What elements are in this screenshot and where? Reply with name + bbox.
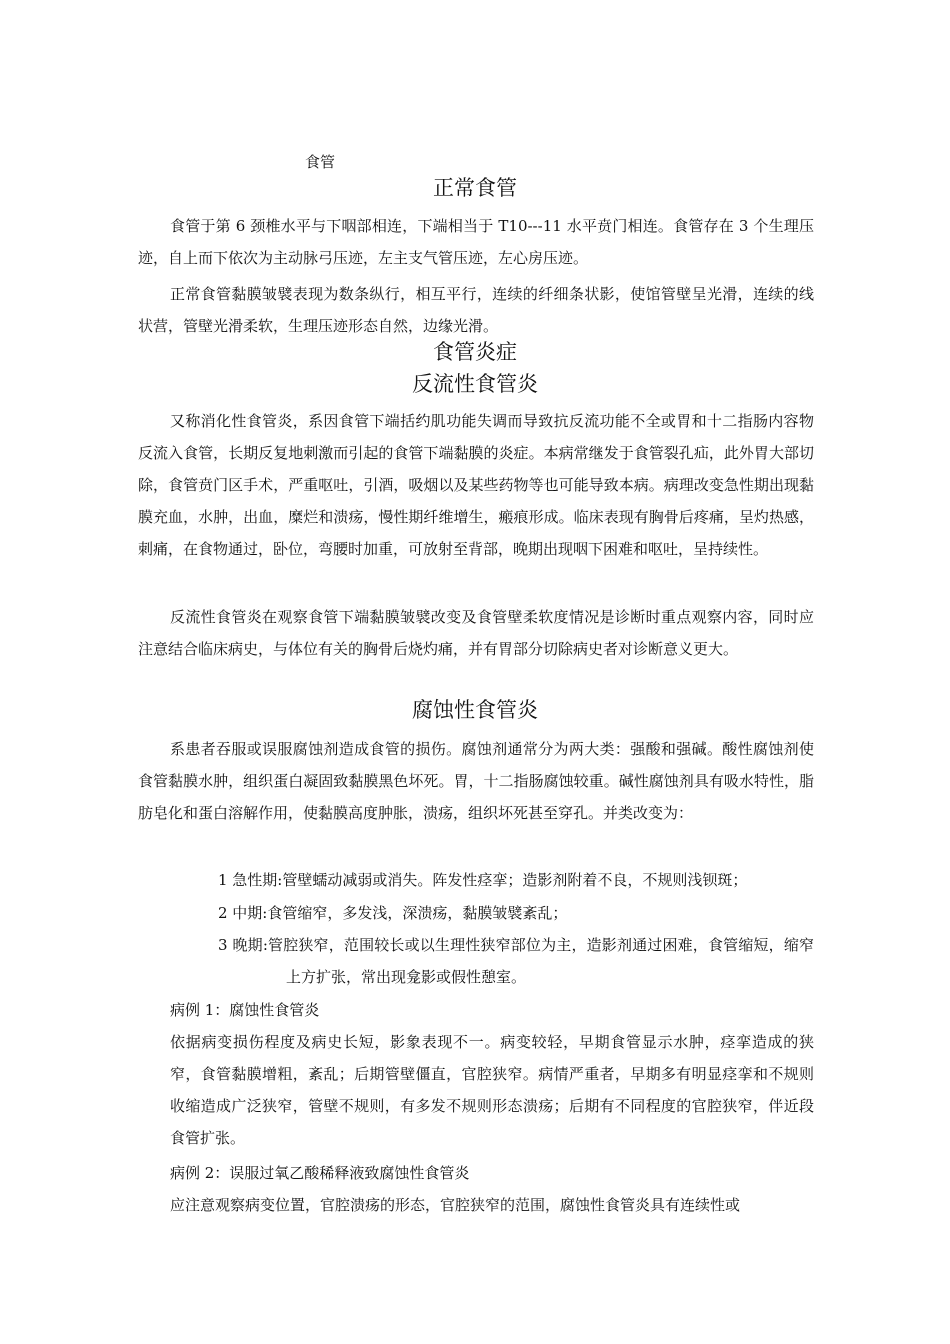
section-title-normal-esophagus: 正常食管 [433,176,517,200]
header-label: 食管 [305,153,336,171]
case-title-2: 病例 2：误服过氧乙酸稀释液致腐蚀性食管炎 [170,1164,470,1182]
paragraph-case-2: 应注意观察病变位置，官腔溃疡的形态，官腔狭窄的范围，腐蚀性食管炎具有连续性或 [170,1196,741,1214]
section-title-esophagitis: 食管炎症 [433,340,517,364]
case-title-1: 病例 1：腐蚀性食管炎 [170,1001,320,1019]
paragraph-reflux-2: 反流性食管炎在观察食管下端黏膜皱襞改变及食管壁柔软度情况是诊断时重点观察内容，同时应注意结合临床病史，与体位有关的胸骨后烧灼痛，并有胃部分切除病史者对诊断意义更大。 [138,608,814,658]
paragraph-reflux-1: 又称消化性食管炎，系因食管下端括约肌功能失调而导致抗反流功能不全或胃和十二指肠内容物反流入食管，长期反复地刺激而引起的食管下端黏膜的炎症。本病常继发于食管裂孔疝，此外胃大部切除，食管贲门区手术，严重呕吐，引酒，吸烟以及某些药物等也可能导致本病。病理改变急性期出现黏膜充血，水肿，出血，糜烂和溃疡，慢性期纤维增生，瘢痕形成。临床表现有胸骨后疼痛，呈灼热感，刺痛，在食物通过，卧位，弯腰时加重，可放射至背部，晚期出现咽下困难和呕吐，呈持续性。 [138,412,814,558]
section-title-reflux-esophagitis: 反流性食管炎 [412,372,538,396]
stage-item-acute: 1 急性期:管壁蠕动减弱或消失。阵发性痉挛；造影剂附着不良，不规则浅钡斑； [218,871,748,889]
stage-item-late: 3 晚期:管腔狭窄，范围较长或以生理性狭窄部位为主，造影剂通过困难，食管缩短，缩窄上方扩张，常出现龛影或假性憩室。 [218,936,814,986]
paragraph-normal-2: 正常食管黏膜皱襞表现为数条纵行，相互平行，连续的纤细条状影，使馆管壁呈光滑，连续的线状营，管壁光滑柔软，生理压迹形态自然，边缘光滑。 [138,285,814,335]
stage-item-middle: 2 中期:食管缩窄，多发浅，深溃疡，黏膜皱襞紊乱； [218,904,568,922]
paragraph-corrosive-1: 系患者吞服或误服腐蚀剂造成食管的损伤。腐蚀剂通常分为两大类：强酸和强碱。酸性腐蚀剂使食管黏膜水肿，组织蛋白凝固致黏膜黑色坏死。胃，十二指肠腐蚀较重。碱性腐蚀剂具有吸水特性，脂肪皂化和蛋白溶解作用，使黏膜高度肿胀，溃疡，组织坏死甚至穿孔。并类改变为： [138,740,814,822]
paragraph-normal-1: 食管于第 6 颈椎水平与下咽部相连，下端相当于 T10---11 水平贲门相连。食管存在 3 个生理压迹，自上而下依次为主动脉弓压迹，左主支气管压迹，左心房压迹。 [138,217,814,267]
paragraph-case-1: 依据病变损伤程度及病史长短，影象表现不一。病变较轻，早期食管显示水肿，痉挛造成的狭窄，食管黏膜增粗，紊乱；后期管壁僵直，官腔狭窄。病情严重者，早期多有明显痉挛和不规则收缩造成广泛狭窄，管壁不规则，有多发不规则形态溃疡；后期有不同程度的官腔狭窄，伴近段食管扩张。 [170,1033,814,1147]
section-title-corrosive-esophagitis: 腐蚀性食管炎 [412,698,538,722]
